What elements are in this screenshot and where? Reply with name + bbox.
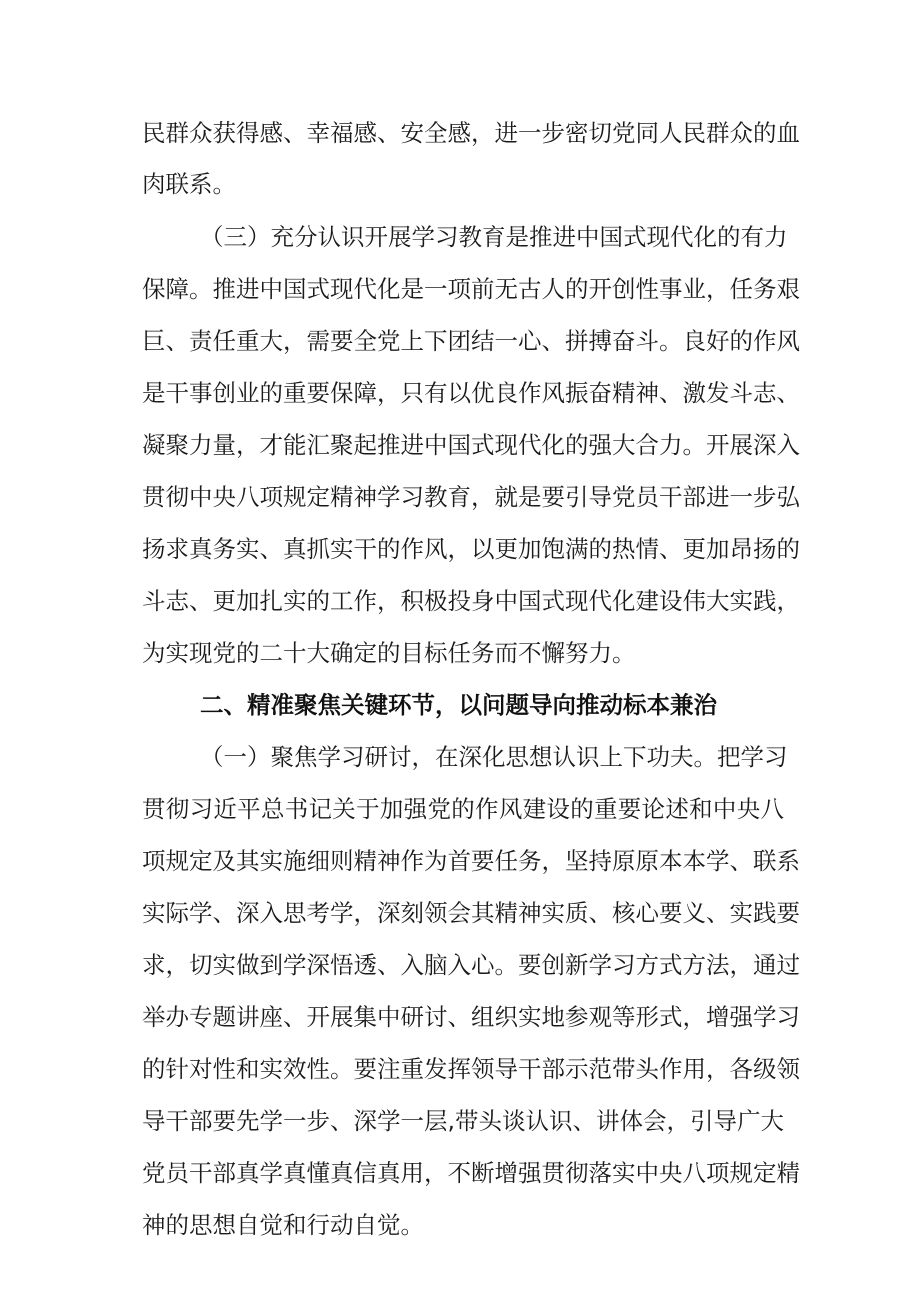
paragraph-2-line-1: （三）充分认识开展学习教育是推进中国式现代化的有力 bbox=[200, 223, 788, 251]
paragraph-3-line-10: 神的思想自觉和行动自觉。 bbox=[142, 1211, 424, 1239]
paragraph-3-line-1: （一）聚焦学习研讨，在深化思想认识上下功夫。把学习 bbox=[200, 743, 788, 771]
section-heading: 二、精准聚焦关键环节，以问题导向推动标本兼治 bbox=[200, 691, 717, 719]
paragraph-2-line-4: 是干事创业的重要保障，只有以优良作风振奋精神、激发斗志、 bbox=[142, 379, 800, 407]
paragraph-1-line-1: 民群众获得感、幸福感、安全感，进一步密切党同人民群众的血 bbox=[142, 119, 800, 147]
paragraph-3-line-5: 求，切实做到学深悟透、入脑入心。要创新学习方式方法，通过 bbox=[142, 951, 800, 979]
paragraph-2-line-6: 贯彻中央八项规定精神学习教育，就是要引导党员干部进一步弘 bbox=[142, 483, 800, 511]
paragraph-2-line-2: 保障。推进中国式现代化是一项前无古人的开创性事业，任务艰 bbox=[142, 275, 800, 303]
paragraph-3-line-6: 举办专题讲座、开展集中研讨、组织实地参观等形式，增强学习 bbox=[142, 1003, 800, 1031]
paragraph-3-line-3: 项规定及其实施细则精神作为首要任务，坚持原原本本学、联系 bbox=[142, 847, 800, 875]
paragraph-3-line-9: 党员干部真学真懂真信真用，不断增强贯彻落实中央八项规定精 bbox=[142, 1159, 800, 1187]
paragraph-2-line-7: 扬求真务实、真抓实干的作风，以更加饱满的热情、更加昂扬的 bbox=[142, 535, 800, 563]
paragraph-3-line-7: 的针对性和实效性。要注重发挥领导干部示范带头作用，各级领 bbox=[142, 1055, 800, 1083]
paragraph-2-line-9: 为实现党的二十大确定的目标任务而不懈努力。 bbox=[142, 639, 636, 667]
paragraph-2-line-5: 凝聚力量，才能汇聚起推进中国式现代化的强大合力。开展深入 bbox=[142, 431, 800, 459]
paragraph-3-line-2: 贯彻习近平总书记关于加强党的作风建设的重要论述和中央八 bbox=[142, 795, 784, 823]
paragraph-2-line-3: 巨、责任重大，需要全党上下团结一心、拼搏奋斗。良好的作风 bbox=[142, 327, 800, 355]
paragraph-3-line-8: 导干部要先学一步、深学一层,带头谈认识、讲体会，引导广大 bbox=[142, 1107, 784, 1135]
paragraph-3-line-4: 实际学、深入思考学，深刻领会其精神实质、核心要义、实践要 bbox=[142, 899, 800, 927]
paragraph-1-line-2: 肉联系。 bbox=[142, 170, 236, 198]
paragraph-2-line-8: 斗志、更加扎实的工作，积极投身中国式现代化建设伟大实践， bbox=[142, 587, 800, 615]
